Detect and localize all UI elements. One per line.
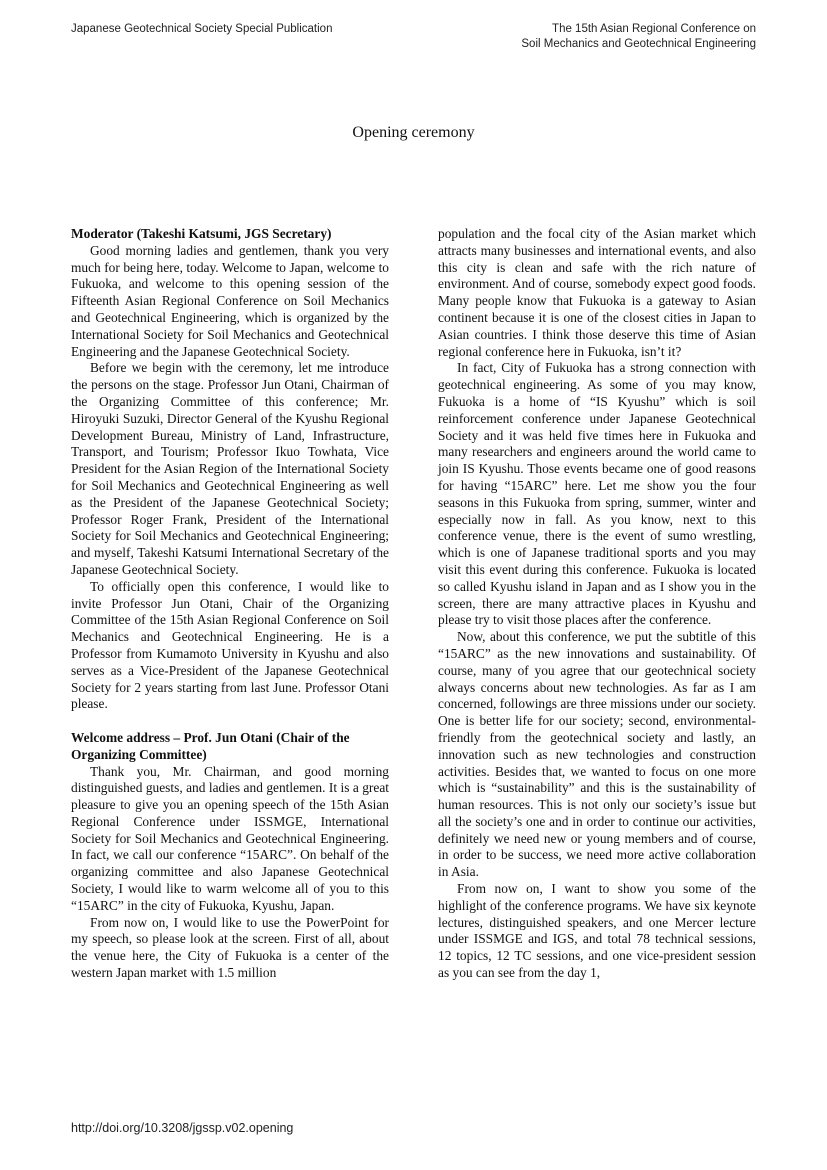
paragraph: Good morning ladies and gentlemen, thank you very much for being here, today. Welcome to Japan, welcome to Fukuoka, and welcome to this opening session of the Fifteenth Asian Regional Conference on Soil Mechanics and Geotechnical Engineering, which is organized by the International Society for Soil Mechanics and Geotechnical Engineering and the Japanese Geotechnical Society. bbox=[71, 242, 389, 359]
running-header-conference-line2: Soil Mechanics and Geotechnical Engineering bbox=[521, 38, 756, 50]
paragraph: From now on, I would like to use the PowerPoint for my speech, so please look at the screen. First of all, about the venue here, the City of Fukuoka is a center of the western Japan market with 1.5 million bbox=[71, 914, 389, 981]
running-header-conference bbox=[521, 22, 756, 52]
running-header-publication: Japanese Geotechnical Society Special Publication bbox=[71, 23, 333, 35]
doi-link[interactable]: http://doi.org/10.3208/jgssp.v02.opening bbox=[71, 1121, 294, 1135]
running-header-conference-line1: The 15th Asian Regional Conference on bbox=[552, 23, 756, 35]
right-column bbox=[438, 226, 756, 982]
section-heading-welcome-address: Welcome address – Prof. Jun Otani (Chair of the Organizing Committee) bbox=[71, 729, 350, 762]
paragraph: Now, about this conference, we put the subtitle of this “15ARC” as the new innovations and sustainability. Of course, many of you agree that our geotechnical society always concerns about new technologies. As far as I am concerned, followings are three missions under our society. One is better life for our society; second, environmental-friendly from the geotechnical society and lastly, an innovation such as new technologies and construction activities. Besides that, we wanted to focus on one more which is “sustainability” and this is the sustainability of human resources. This is not only our society’s issue but all the society’s one and in order to continue our activities, definitely we need new or young members and of course, in order to be success, we need more active collaboration in Asia. bbox=[438, 629, 756, 880]
left-column bbox=[71, 226, 389, 982]
paragraph: Thank you, Mr. Chairman, and good morning distinguished guests, and ladies and gentlemen. It is a great pleasure to give you an opening speech of the 15th Asian Regional Conference under ISSMGE, International Society for Soil Mechanics and Geotechnical Engineering. In fact, we call our conference “15ARC”. On behalf of the organizing committee and also Japanese Geotechnical Society, I would like to warm welcome all of you to this “15ARC” in the city of Fukuoka, Kyushu, Japan. bbox=[71, 763, 389, 913]
paragraph: From now on, I want to show you some of the highlight of the conference programs. We have six keynote lectures, distinguished speakers, and one Mercer lecture under ISSMGE and IGS, and total 78 technical sessions, 12 topics, 12 TC sessions, and one vice-president session as you can see from the day 1, bbox=[438, 881, 756, 981]
page-title: Opening ceremony bbox=[352, 124, 475, 141]
paragraph: In fact, City of Fukuoka has a strong connection with geotechnical engineering. As some of you may know, Fukuoka is a home of “IS Kyushu” which is soil reinforcement conference under Japanese Geotechnical Society and it was held five times here in Fukuoka and many researchers and engineers around the world came to join IS Kyushu. Those events became one of good reasons for having “15ARC” here. Let me show you the four seasons in this Fukuoka from spring, summer, winter and especially now in fall. As you know, next to this conference venue, there is the event of sumo wrestling, which is one of Japanese traditional sports and you may visit this event during this conference. Fukuoka is located so called Kyushu island in Japan and as I show you in the screen, there are many attractive places in Kyushu and please try to visit those places after the conference. bbox=[438, 360, 756, 628]
paragraph: Before we begin with the ceremony, let me introduce the persons on the stage. Professor Jun Otani, Chairman of the Organizing Committee of this conference; Mr. Hiroyuki Suzuki, Director General of the Kyushu Regional Development Bureau, Ministry of Land, Infrastructure, Transport, and Tourism; Professor Ikuo Towhata, Vice President for the Asian Region of the International Society for Soil Mechanics and Geotechnical Engineering as well as the President of the Japanese Geotechnical Society; Professor Roger Frank, President of the International Society for Soil Mechanics and Geotechnical Engineering; and myself, Takeshi Katsumi International Secretary of the Japanese Geotechnical Society. bbox=[71, 360, 389, 577]
paragraph: To officially open this conference, I would like to invite Professor Jun Otani, Chair of the Organizing Committee of the 15th Asian Regional Conference on Soil Mechanics and Geotechnical Engineering. He is a Professor from Kumamoto University in Kyushu and also serves as a Vice-President of the Japanese Geotechnical Society for 2 years starting from last June. Professor Otani please. bbox=[71, 578, 389, 712]
section-heading-moderator: Moderator (Takeshi Katsumi, JGS Secretary) bbox=[71, 226, 332, 241]
paragraph: population and the focal city of the Asian market which attracts many businesses and international events, and also this city is clean and safe with the rich nature of environment. And of course, somebody expect good foods. Many people know that Fukuoka is a gateway to Asian continent because it is one of the closest cities in Japan to Asian countries. I think those deserve this time of Asian regional conference here in Fukuoka, isn’t it? bbox=[438, 226, 756, 359]
